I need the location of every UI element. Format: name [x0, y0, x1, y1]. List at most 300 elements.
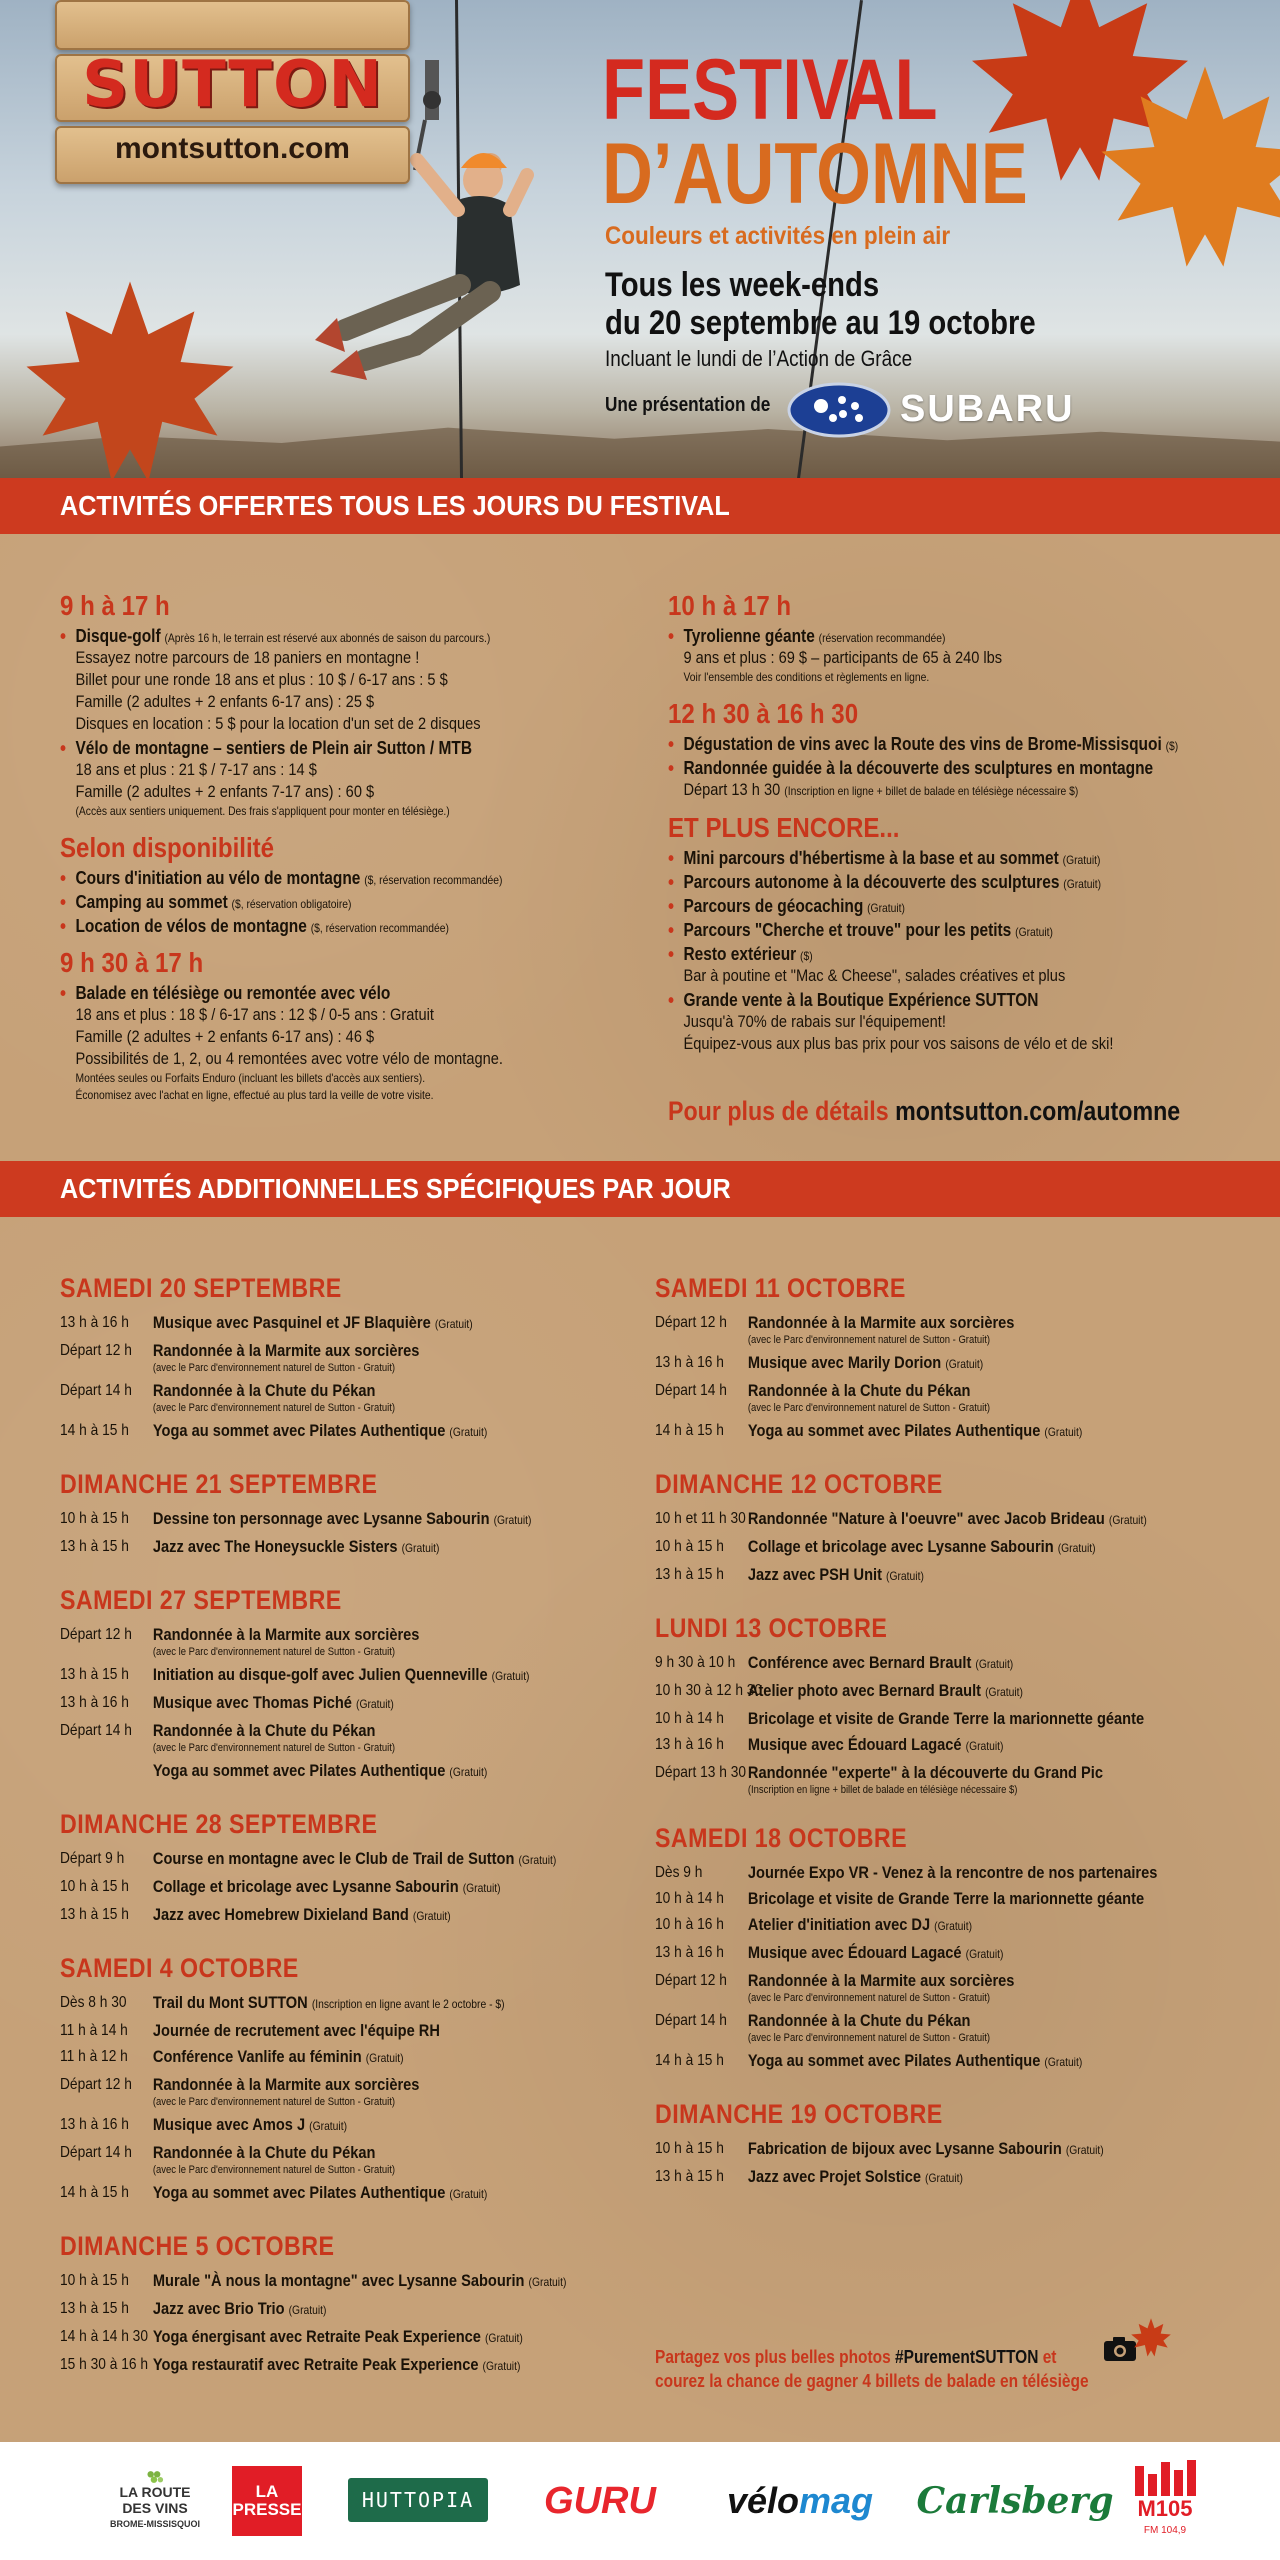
schedule-tag: (Gratuit) [449, 1425, 488, 1439]
festival-title [602, 42, 1028, 222]
schedule-activity [748, 1652, 1013, 1675]
schedule-time: 14 h à 15 h [60, 1422, 129, 1439]
activity-name: Tyrolienne géante [683, 626, 815, 646]
schedule-time: 10 h à 14 h [655, 1890, 724, 1907]
schedule-tag: (Gratuit) [309, 2119, 348, 2133]
schedule-activity [748, 1942, 1004, 1965]
schedule-time: 10 h à 15 h [655, 2140, 724, 2157]
maple-leaf-icon [0, 270, 290, 478]
schedule-tag: (Gratuit) [1108, 1513, 1147, 1527]
schedule-row [655, 2010, 1157, 2045]
activity-list [668, 734, 1178, 802]
sponsor-la-presse[interactable] [232, 2466, 302, 2536]
schedule-row [655, 1352, 1157, 1375]
schedule-tag: (Gratuit) [1057, 1541, 1096, 1555]
activity-detail: 18 ans et plus : 18 $ / 6-17 ans : 12 $ / 0-5 ans : Gratuit [75, 1005, 434, 1024]
schedule-row [60, 1312, 566, 1335]
maple-leaf-icon [1128, 2316, 1174, 2360]
schedule-row [60, 2020, 566, 2041]
sponsor-route-des-vins[interactable] [80, 2470, 230, 2532]
subaru-stars-icon[interactable] [787, 382, 891, 438]
activity-detail: Essayez notre parcours de 18 paniers en montagne ! [75, 648, 420, 667]
schedule-activity-name: Yoga au sommet avec Pilates Authentique [152, 2183, 446, 2202]
schedule-time: Départ 12 h [655, 1972, 727, 1989]
activity-note: ($, réservation obligatoire) [231, 897, 352, 911]
schedule-row [60, 1664, 566, 1687]
schedule-row [60, 1536, 566, 1559]
schedule-time: 9 h 30 à 10 h [655, 1654, 736, 1671]
activity-list [60, 868, 503, 937]
schedule-row [655, 1734, 1157, 1757]
activity-item [668, 734, 1178, 755]
schedule-activity-name: Journée de recrutement avec l'équipe RH [152, 2021, 440, 2040]
day-block [60, 1953, 566, 2205]
schedule-activity-name: Jazz avec Projet Solstice [747, 2167, 921, 2186]
schedule-activity-name: Jazz avec The Honeysuckle Sisters [152, 1537, 398, 1556]
daily-schedule-section [0, 1217, 1280, 2442]
schedule-row [655, 1914, 1157, 1937]
schedule-activity-name: Musique avec Thomas Piché [152, 1693, 352, 1712]
schedule-note: (avec le Parc d'environnement naturel de Sutton - Gratuit) [747, 2032, 990, 2044]
presse-line-2: PRESSE [232, 2500, 302, 2519]
schedule-row [655, 2166, 1157, 2189]
schedule-time: Départ 14 h [60, 1382, 132, 1399]
day-title: DIMANCHE 28 SEPTEMBRE [60, 1809, 378, 1839]
schedule-activity [153, 1992, 505, 2015]
activity-detail: Possibilités de 1, 2, ou 4 remontées avec votre vélo de montagne. [75, 1049, 503, 1068]
sponsor-velomag[interactable] [700, 2470, 900, 2532]
schedule-time: 14 h à 15 h [655, 1422, 724, 1439]
schedule-time: 13 h à 15 h [60, 1666, 129, 1683]
schedule-activity [748, 1352, 983, 1375]
schedule-activity-name: Musique avec Pasquinel et JF Blaquière [152, 1313, 431, 1332]
sponsor-strip [0, 2442, 1280, 2560]
activity-fineprint: Économisez avec l'achat en ligne, effectué au plus tard la veille de votre visite. [75, 1088, 434, 1102]
schedule-activity-name: Conférence avec Bernard Brault [747, 1653, 972, 1672]
activity-note: (réservation recommandée) [818, 631, 946, 645]
schedule-note: (avec le Parc d'environnement naturel de Sutton - Gratuit) [747, 1402, 990, 1414]
route-line-2: DES VINS [122, 2500, 188, 2516]
activity-detail: Jusqu'à 70% de rabais sur l'équipement! [683, 1012, 946, 1031]
schedule-activity [153, 1664, 530, 1687]
schedule-activity [748, 1762, 1103, 1797]
activity-name: Randonnée guidée à la découverte des sculptures en montagne [683, 758, 1154, 778]
schedule-row [60, 2326, 566, 2349]
schedule-activity-name: Jazz avec Brio Trio [152, 2299, 285, 2318]
schedule-note: (Inscription en ligne + billet de balade en télésiège nécessaire $) [747, 1784, 1018, 1796]
activity-name: Mini parcours d'hébertisme à la base et au sommet [683, 848, 1059, 868]
day-block [60, 1469, 566, 1559]
schedule-tag: (Gratuit) [462, 1881, 501, 1895]
day-title: LUNDI 13 OCTOBRE [655, 1613, 888, 1643]
activity-item [60, 916, 503, 937]
schedule-activity-name: Murale "À nous la montagne" avec Lysanne Sabourin [152, 2271, 525, 2290]
schedule-tag: (Gratuit) [482, 2359, 521, 2373]
day-title: SAMEDI 11 OCTOBRE [655, 1273, 906, 1303]
schedule-activity-name: Randonnée à la Marmite aux sorcières [152, 1341, 420, 1360]
schedule-time: 14 h à 15 h [655, 2052, 724, 2069]
schedule-row [655, 1708, 1157, 1729]
schedule-time: Départ 9 h [60, 1850, 125, 1867]
activity-note: ($, réservation recommandée) [310, 921, 449, 935]
activity-list [668, 626, 1178, 686]
schedule-activity-name: Yoga au sommet avec Pilates Authentique [152, 1421, 446, 1440]
activity-detail: Bar à poutine et "Mac & Cheese", salades créatives et plus [683, 966, 1066, 985]
schedule-time: 10 h à 14 h [655, 1710, 724, 1727]
m105-name: M105 [1137, 2496, 1193, 2521]
schedule-row [60, 1760, 566, 1783]
schedule-activity [153, 1420, 487, 1443]
hero-section [0, 0, 1280, 478]
schedule-row [60, 2270, 566, 2293]
time-heading: ET PLUS ENCORE... [668, 812, 900, 843]
schedule-time: 13 h à 16 h [60, 2116, 129, 2133]
time-heading: Selon disponibilité [60, 832, 275, 863]
schedule-activity-name: Musique avec Édouard Lagacé [747, 1735, 962, 1754]
schedule-activity-name: Bricolage et visite de Grande Terre la marionnette géante [747, 1889, 1145, 1908]
schedule-time: Départ 12 h [60, 1342, 132, 1359]
presented-by: Une présentation de [605, 394, 771, 416]
schedule-activity-name: Journée Expo VR - Venez à la rencontre de nos partenaires [747, 1863, 1158, 1882]
schedule-tag: (Inscription en ligne avant le 2 octobre - $) [311, 1997, 505, 2011]
schedule-activity-name: Yoga au sommet avec Pilates Authentique [152, 1761, 446, 1780]
schedule-row [655, 1888, 1157, 1909]
day-block [655, 1273, 1157, 1443]
day-title: SAMEDI 27 SEPTEMBRE [60, 1585, 342, 1615]
schedule-row [655, 1762, 1157, 1797]
time-heading: 12 h 30 à 16 h 30 [668, 698, 859, 729]
activity-note: ($) [1165, 739, 1179, 753]
schedule-tag: (Gratuit) [934, 1919, 973, 1933]
title-line-2: D’AUTOMNE [602, 126, 1028, 222]
schedule-activity [748, 1708, 1144, 1729]
schedule-row [655, 1380, 1157, 1415]
schedule-row [60, 1992, 566, 2015]
schedule-row [655, 2050, 1157, 2073]
schedule-activity-name: Yoga restauratif avec Retraite Peak Experience [152, 2355, 479, 2374]
schedule-time: 13 h à 16 h [655, 1944, 724, 1961]
logo-plank [55, 0, 410, 50]
activity-name: Balade en télésiège ou remontée avec vélo [75, 983, 391, 1003]
day-block [655, 1823, 1157, 2073]
logo-url: montsutton.com [115, 132, 350, 165]
schedule-activity [748, 1564, 924, 1587]
grape-icon [135, 2470, 175, 2484]
activity-detail: Famille (2 adultes + 2 enfants 6-17 ans) : 25 $ [75, 692, 375, 711]
schedule-tag: (Gratuit) [528, 2275, 567, 2289]
activity-name: Vélo de montagne – sentiers de Plein air Sutton / MTB [75, 738, 473, 758]
activity-item [60, 738, 503, 820]
schedule-time: 10 h à 15 h [60, 1878, 129, 1895]
schedule-time: Départ 12 h [655, 1314, 727, 1331]
schedule-row [60, 2142, 566, 2177]
day-block [60, 1273, 566, 1443]
schedule-activity [748, 1888, 1144, 1909]
schedule-time: 13 h à 15 h [60, 1538, 129, 1555]
day-block [60, 2231, 566, 2377]
schedule-note: (avec le Parc d'environnement naturel de Sutton - Gratuit) [152, 1646, 395, 1658]
schedule-note: (avec le Parc d'environnement naturel de Sutton - Gratuit) [747, 1334, 990, 1346]
schedule-row [60, 1420, 566, 1443]
activity-detail: 18 ans et plus : 21 $ / 7-17 ans : 14 $ [75, 760, 317, 779]
activity-item [60, 892, 503, 913]
schedule-activity [153, 2298, 327, 2321]
schedule-row [655, 1312, 1157, 1347]
schedule-activity-name: Yoga au sommet avec Pilates Authentique [747, 2051, 1041, 2070]
activity-detail: Famille (2 adultes + 2 enfants 6-17 ans) : 46 $ [75, 1027, 375, 1046]
schedule-activity [153, 2074, 420, 2109]
activity-item [668, 896, 1178, 917]
schedule-activity [748, 1970, 1015, 2005]
schedule-time: Départ 14 h [655, 1382, 727, 1399]
banner-specific-activities [0, 1161, 1280, 1217]
schedule-time: 10 h à 15 h [60, 1510, 129, 1527]
daily-left-column [60, 590, 503, 1114]
banner-daily-activities [0, 478, 1280, 534]
activity-note: (Gratuit) [867, 901, 905, 915]
activity-note: ($) [800, 949, 813, 963]
m105-bars-icon [1135, 2460, 1196, 2496]
daily-activities-section [0, 534, 1280, 1161]
day-block [60, 1809, 566, 1927]
schedule-activity-name: Atelier photo avec Bernard Brault [747, 1681, 982, 1700]
schedule-note: (avec le Parc d'environnement naturel de Sutton - Gratuit) [152, 2164, 395, 2176]
schedule-note: (avec le Parc d'environnement naturel de Sutton - Gratuit) [152, 1402, 395, 1414]
schedule-activity [748, 1862, 1158, 1883]
activity-name: Parcours "Cherche et trouve" pour les petits [683, 920, 1012, 940]
day-title: SAMEDI 4 OCTOBRE [60, 1953, 299, 1983]
schedule-tag: (Gratuit) [365, 2051, 404, 2065]
schedule-activity-name: Yoga au sommet avec Pilates Authentique [747, 1421, 1041, 1440]
logo-name: SUTTON [82, 48, 383, 122]
schedule-time: 13 h à 16 h [60, 1694, 129, 1711]
share-suffix: et [1042, 2347, 1057, 2367]
schedule-row [655, 1508, 1157, 1531]
activity-note: (Gratuit) [1062, 853, 1101, 867]
schedule-activity [153, 1312, 473, 1335]
activity-note: (Après 16 h, le terrain est réservé aux abonnés de saison du parcours.) [164, 631, 491, 645]
activity-item [668, 990, 1178, 1055]
dates-line-1: Tous les week-ends [605, 266, 880, 304]
schedule-note: (avec le Parc d'environnement naturel de Sutton - Gratuit) [152, 2096, 395, 2108]
schedule-activity-name: Atelier d'initiation avec DJ [747, 1915, 931, 1934]
schedule-activity-name: Dessine ton personnage avec Lysanne Sabourin [152, 1509, 490, 1528]
activity-item [668, 872, 1178, 893]
schedule-activity [153, 2326, 523, 2349]
schedule-tag: (Gratuit) [356, 1697, 394, 1711]
schedule-tag: (Gratuit) [886, 1569, 924, 1583]
activity-name: Camping au sommet [75, 892, 228, 912]
schedule-time: Départ 12 h [60, 2076, 132, 2093]
schedule-tag: (Gratuit) [288, 2303, 327, 2317]
schedule-activity-name: Musique avec Édouard Lagacé [747, 1943, 962, 1962]
schedule-activity [748, 1734, 1004, 1757]
schedule-activity-name: Randonnée "experte" à la découverte du Grand Pic [747, 1763, 1103, 1782]
activity-detail [683, 779, 1178, 802]
schedule-tag: (Gratuit) [965, 1947, 1004, 1961]
schedule-tag: (Gratuit) [493, 1513, 532, 1527]
activity-item [60, 868, 503, 889]
velomag-velo: vélo [726, 2480, 799, 2521]
schedule-time: 13 h à 16 h [655, 1354, 724, 1371]
schedule-tag: (Gratuit) [1044, 2055, 1083, 2069]
schedule-activity [748, 1508, 1147, 1531]
share-prefix: Partagez vos plus belles photos [655, 2347, 891, 2367]
schedule-time: Départ 12 h [60, 1626, 132, 1643]
activity-detail-text: Départ 13 h 30 [683, 780, 781, 799]
time-heading: 9 h 30 à 17 h [60, 947, 204, 978]
sponsor-carlsberg[interactable]: Carlsberg [916, 2480, 1114, 2522]
daily-right-column [668, 590, 1178, 1065]
route-line-1: LA ROUTE [119, 2484, 191, 2500]
activity-item [668, 920, 1178, 941]
route-line-3: BROME-MISSISQUOI [109, 2519, 200, 2529]
schedule-row [655, 1652, 1157, 1675]
banner-specific-label: ACTIVITÉS ADDITIONNELLES SPÉCIFIQUES PAR JOUR [60, 1173, 731, 1204]
schedule-row [60, 2182, 566, 2205]
schedule-activity [153, 1904, 451, 1927]
activity-name: Grande vente à la Boutique Expérience SUTTON [683, 990, 1039, 1010]
schedule-row [655, 1862, 1157, 1883]
schedule-row [60, 1876, 566, 1899]
schedule-tag: (Gratuit) [965, 1739, 1004, 1753]
schedule-activity [153, 2114, 347, 2137]
activity-list [668, 848, 1178, 1055]
schedule-note: (avec le Parc d'environnement naturel de Sutton - Gratuit) [747, 1992, 990, 2004]
activity-name: Cours d'initiation au vélo de montagne [75, 868, 361, 888]
schedule-time: Dès 8 h 30 [60, 1994, 127, 2011]
schedule-activity-name: Randonnée à la Marmite aux sorcières [152, 2075, 420, 2094]
schedule-activity [748, 2166, 963, 2189]
activity-name: Disque-golf [75, 626, 161, 646]
schedule-row [60, 2046, 566, 2069]
schedule-row [655, 1680, 1157, 1703]
schedule-tag: (Gratuit) [449, 2187, 488, 2201]
activity-fineprint: (Accès aux sentiers uniquement. Des frais s'appliquent pour monter en télésiège.) [75, 804, 450, 818]
schedule-time: 13 h à 15 h [655, 1566, 724, 1583]
schedule-time: Départ 14 h [60, 2144, 132, 2161]
schedule-tag: (Gratuit) [518, 1853, 557, 1867]
sutton-logo[interactable] [55, 0, 410, 190]
schedule-tag: (Gratuit) [985, 1685, 1023, 1699]
share-line-2: courez la chance de gagner 4 billets de balade en télésiège [655, 2371, 1089, 2391]
schedule-activity [153, 1692, 394, 1715]
schedule-time: 13 h à 15 h [60, 1906, 129, 1923]
more-info-link[interactable]: montsutton.com/automne [895, 1096, 1181, 1126]
schedule-activity [153, 1720, 395, 1755]
schedule-row [60, 1508, 566, 1531]
activity-detail: Famille (2 adultes + 2 enfants 7-17 ans) : 60 $ [75, 782, 375, 801]
schedule-tag: (Gratuit) [945, 1357, 984, 1371]
schedule-tag: (Gratuit) [412, 1909, 451, 1923]
schedule-activity [748, 1420, 1082, 1443]
schedule-row [655, 1970, 1157, 2005]
schedule-row [60, 1848, 566, 1871]
schedule-activity [153, 2020, 440, 2041]
schedule-tag: (Gratuit) [1065, 2143, 1104, 2157]
schedule-activity-name: Randonnée à la Chute du Pékan [152, 1721, 376, 1740]
activity-item [668, 626, 1178, 686]
day-block [655, 2099, 1157, 2189]
schedule-note: (avec le Parc d'environnement naturel de Sutton - Gratuit) [152, 1742, 395, 1754]
schedule-activity-name: Jazz avec PSH Unit [747, 1565, 882, 1584]
schedule-time: 13 h à 16 h [655, 1736, 724, 1753]
schedule-time: 15 h 30 à 16 h [60, 2356, 148, 2373]
schedule-activity [748, 2010, 990, 2045]
schedule-right-column [655, 1273, 1157, 2215]
schedule-row [655, 1536, 1157, 1559]
schedule-activity-name: Fabrication de bijoux avec Lysanne Sabourin [747, 2139, 1062, 2158]
sponsor-huttopia[interactable]: HUTTOPIA [348, 2478, 488, 2522]
schedule-activity [153, 1340, 420, 1375]
schedule-row [655, 1942, 1157, 1965]
schedule-activity [748, 1312, 1015, 1347]
schedule-activity [748, 2138, 1104, 2161]
activity-item [668, 848, 1178, 869]
activity-detail: Équipez-vous aux plus bas prix pour vos saisons de vélo et de ski! [683, 1034, 1114, 1053]
schedule-activity [748, 2050, 1082, 2073]
activity-detail: Disques en location : 5 $ pour la location d'un set de 2 disques [75, 714, 481, 733]
day-block [655, 1613, 1157, 1797]
schedule-activity-name: Conférence Vanlife au féminin [152, 2047, 362, 2066]
activity-list [60, 626, 503, 820]
sponsor-m105[interactable] [1120, 2470, 1210, 2536]
schedule-time: Dès 9 h [655, 1864, 703, 1881]
schedule-row [60, 1692, 566, 1715]
schedule-row [60, 2298, 566, 2321]
activity-item [668, 944, 1178, 987]
schedule-time: 11 h à 14 h [60, 2022, 128, 2039]
schedule-tag: (Gratuit) [449, 1765, 488, 1779]
sponsor-guru[interactable]: GURU [544, 2479, 656, 2522]
schedule-activity-name: Musique avec Amos J [152, 2115, 306, 2134]
schedule-tag: (Gratuit) [925, 2171, 963, 2185]
schedule-tag: (Gratuit) [484, 2331, 523, 2345]
schedule-time: 13 h à 15 h [60, 2300, 129, 2317]
schedule-tag: (Gratuit) [491, 1669, 530, 1683]
schedule-tag: (Gratuit) [1044, 1425, 1083, 1439]
schedule-activity-name: Randonnée à la Marmite aux sorcières [747, 1313, 1015, 1332]
schedule-activity [153, 1876, 501, 1899]
share-hashtag[interactable]: #PurementSUTTON [895, 2347, 1039, 2367]
schedule-activity-name: Bricolage et visite de Grande Terre la marionnette géante [747, 1709, 1145, 1728]
schedule-row [655, 1564, 1157, 1587]
schedule-activity-name: Randonnée à la Marmite aux sorcières [152, 1625, 420, 1644]
schedule-row [60, 1380, 566, 1415]
schedule-activity-name: Randonnée à la Chute du Pékan [747, 1381, 971, 1400]
schedule-activity-name: Randonnée à la Chute du Pékan [152, 2143, 376, 2162]
title-line-1: FESTIVAL [602, 42, 938, 138]
festival-subtitle: Couleurs et activités en plein air [605, 222, 951, 250]
more-info-prefix: Pour plus de détails [668, 1096, 889, 1126]
schedule-time: 10 h à 15 h [655, 1538, 724, 1555]
day-block [655, 1469, 1157, 1587]
time-heading: 9 h à 17 h [60, 590, 170, 621]
schedule-activity [748, 1914, 972, 1937]
schedule-time: 14 h à 14 h 30 [60, 2328, 148, 2345]
schedule-row [655, 1420, 1157, 1443]
schedule-activity [153, 2270, 567, 2293]
activity-detail-note: (Inscription en ligne + billet de balade en télésiège nécessaire $) [784, 784, 1079, 798]
activity-note: ($, réservation recommandée) [364, 873, 503, 887]
subaru-wordmark[interactable]: SUBARU [900, 388, 1075, 430]
activity-name: Parcours de géocaching [683, 896, 864, 916]
schedule-time: 14 h à 15 h [60, 2184, 129, 2201]
schedule-row [60, 1904, 566, 1927]
schedule-row [60, 2114, 566, 2137]
schedule-activity-name: Randonnée à la Chute du Pékan [152, 1381, 376, 1400]
schedule-activity [153, 1848, 556, 1871]
